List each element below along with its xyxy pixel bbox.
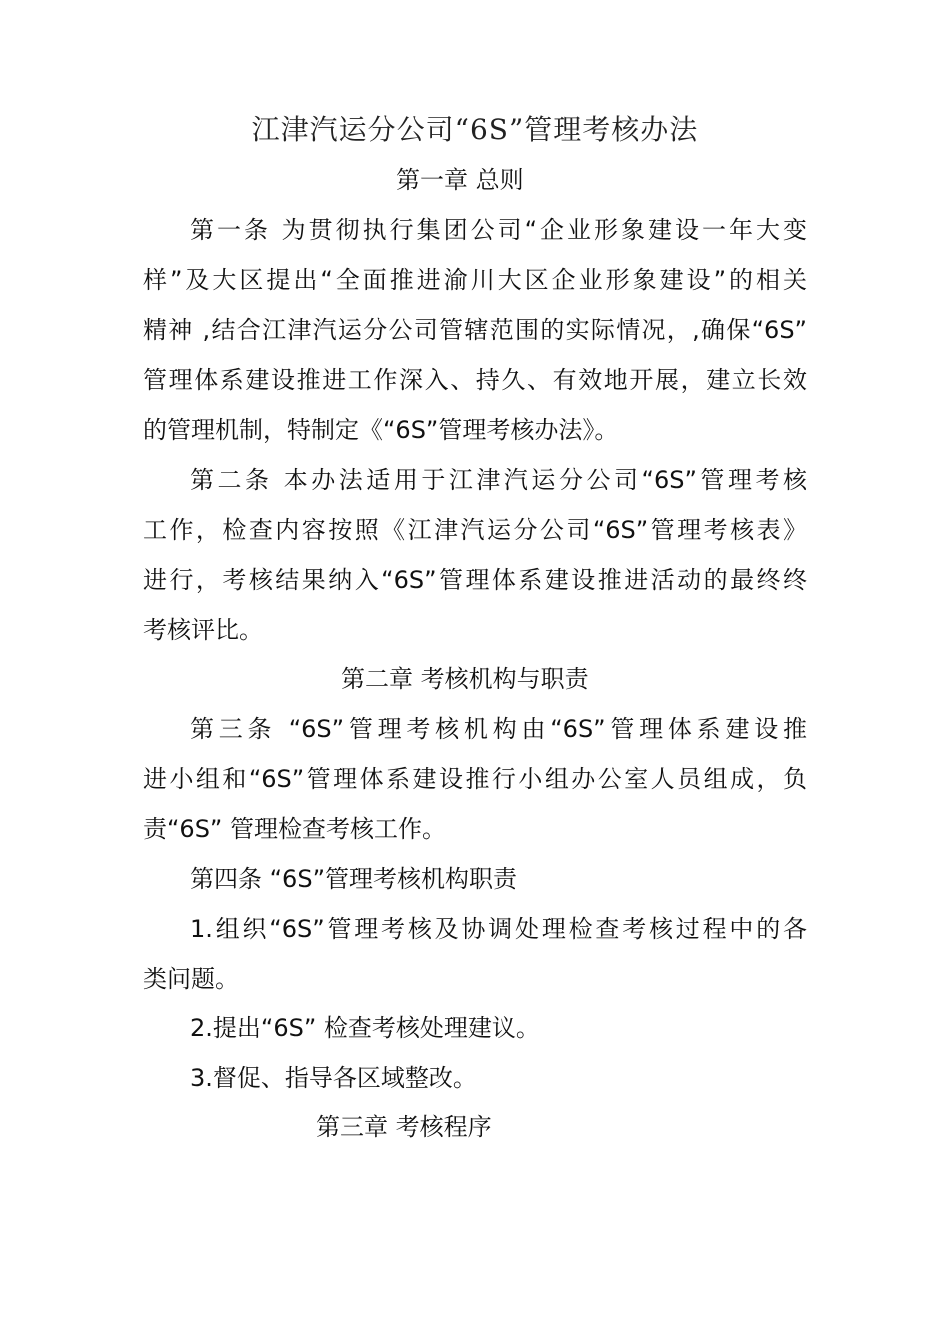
article-1-line: 管理体系建设推进工作深入、持久、有效地开展，建立长效 [143, 366, 807, 394]
article-4-item: 2.提出“6S” 检查考核处理建议。 [190, 1014, 540, 1042]
article-1-line: 样”及大区提出“全面推进渝川大区企业形象建设”的相关 [143, 266, 807, 294]
article-4-heading: 第四条 “6S”管理考核机构职责 [190, 865, 517, 893]
chapter-1-heading: 第一章 总则 [396, 166, 524, 194]
article-2-line: 进行，考核结果纳入“6S”管理体系建设推进活动的最终终 [143, 566, 807, 594]
chapter-2-heading: 第二章 考核机构与职责 [341, 665, 589, 693]
article-4-item: 3.督促、指导各区域整改。 [190, 1064, 477, 1092]
document-title: 江津汽运分公司“6S”管理考核办法 [251, 113, 699, 146]
article-1-line: 第一条 为贯彻执行集团公司“企业形象建设一年大变 [190, 216, 807, 244]
article-4-item: 类问题。 [143, 965, 239, 993]
article-4-item: 1.组织“6S”管理考核及协调处理检查考核过程中的各 [190, 915, 807, 943]
article-2-line: 考核评比。 [143, 616, 263, 644]
article-1-line: 的管理机制，特制定《“6S”管理考核办法》。 [143, 416, 619, 444]
chapter-3-heading: 第三章 考核程序 [316, 1113, 492, 1141]
article-3-line: 责“6S” 管理检查考核工作。 [143, 815, 446, 843]
article-2-line: 工作，检查内容按照《江津汽运分公司“6S”管理考核表》 [143, 516, 807, 544]
article-1-line: 精神 ,结合江津汽运分公司管辖范围的实际情况，,确保“6S” [143, 316, 807, 344]
article-3-line: 进小组和“6S”管理体系建设推行小组办公室人员组成，负 [143, 765, 807, 793]
article-2-line: 第二条 本办法适用于江津汽运分公司“6S”管理考核 [190, 466, 807, 494]
article-3-line: 第三条 “6S”管理考核机构由“6S”管理体系建设推 [190, 715, 807, 743]
